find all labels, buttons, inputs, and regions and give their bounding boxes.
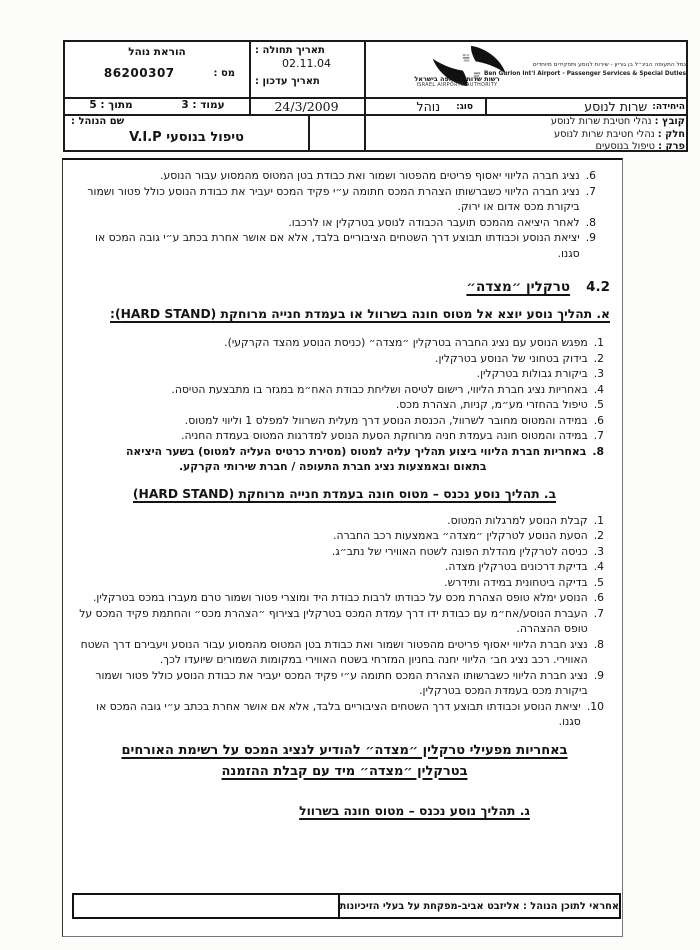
part-line: חלק : נהלי חטיבת שרות לנוסע [553, 128, 685, 140]
page-number: עמוד : 3 [181, 99, 225, 111]
unit-value: שרות לנוסע [584, 99, 648, 114]
update-date: 24/3/2009 [274, 99, 339, 114]
intro-list [87, 168, 610, 261]
list-item: 10. יציאת הנוסע וכבודתו תבוצע דרך השטחים הציבוריים בלבד, אלא אם אושר אחרת בכתב ע״י גובה המכס או סגנו. [96, 699, 604, 728]
file-part-chapter-cell [364, 116, 690, 152]
authority-name-en: ISRAEL AIRPORTS AUTHORITY [416, 83, 498, 88]
unit-cell [485, 99, 690, 114]
list-item: 2. הסעת הנוסע לטרקלין ״מצדה״ באמצעות רכב החברה. [333, 529, 604, 542]
list-item: 6. נציג חברה הליווי יאסוף פריטים מהפטור ושמור ואת כבודת בטן המטוס מהמסוע עבור הנוסע. [160, 169, 596, 182]
list-item: 1. קבלת הנוסע למרגלות המטוס. [447, 513, 604, 527]
subsection-b-heading: ב. תהליך נוסע נכנס – מטוס חונה בעמדת חנייה מרוחקת (HARD STAND) [132, 486, 557, 501]
list-a [79, 335, 610, 475]
doc-type-cell [364, 99, 485, 114]
dates-cell [249, 42, 364, 97]
list-item: 4. בדיקת דרכונים בטרקלין מצדה. [444, 560, 604, 573]
list-item: 7. נציג חברה הליווי כשברשותו הצהרת המכס חתומה ע״י פקיד המכס יעביר את כבודת הנוסע כולל פטור ושמור ביקורת מכס אדום או ירוק. [87, 184, 596, 213]
doc-type-value: נוהל [416, 99, 441, 114]
department-name-en: Ben Gurion Int'l Airport - Passenger Services & Special Duties [484, 71, 686, 77]
subsection-a-heading: א. תהליך נוסע יוצא אל מטוס חונה בשרוול או בעמדת חנייה מרוחקת (HARD STAND): [110, 307, 610, 321]
customs-notification-note [79, 740, 610, 782]
list-item: 6. במידה והמטוס מחובר לשרוול, הכנסת הנוסע דרך מעלית השרוול למפלס 1 וליווי למטוס. [184, 413, 604, 427]
list-item: 3. כניסה לטרקלין מהדלת הפונה לשטח האווירי של נתב״ג. [331, 544, 604, 558]
instructions-title: הוראת נוהל [128, 46, 186, 58]
list-item: 7. במידה והמטוס חונה בעמדת חניה מרוחקת הסעת הנוסע למדרגות המטוס בעמדת החניה. [181, 429, 604, 442]
list-b [79, 513, 610, 730]
list-item: 6. הנוסע ימלא טופס הצהרת מכס על כבודתו לרבות כבודת היד ומוצרי פטור ושמור טרם מעברו במכס בטרקלין. [92, 591, 604, 604]
authority-name-he: רשות שדות התעופה בישראל [414, 75, 500, 83]
number-label: מס : [213, 67, 235, 79]
footer-responsible: אחראי לתוכן הנוהל : אליזבט אביב-מפקחת על בעלי הזיכיונות [339, 900, 619, 912]
procedure-name-label: שם הנוהל : [71, 116, 125, 127]
page-indicator [65, 99, 249, 114]
header-table [63, 40, 688, 152]
procedure-instructions-cell [65, 42, 249, 97]
list-item: 8. לאחר היציאה מהמכס תועבר הכבודה לנוסע בטרקלין או לרכבו. [288, 215, 596, 229]
section-number: 4.2 [586, 279, 610, 295]
section-title: טרקלין ״מצדה״ [466, 279, 571, 295]
start-date: 02.11.04 [282, 57, 331, 70]
footer-box [72, 893, 621, 919]
procedure-name: טיפול בנוסעי V.I.P [129, 130, 244, 145]
start-date-label: תאריך תחולה : [255, 45, 325, 56]
procedure-name-cell [65, 116, 308, 152]
chapter-line: פרק : טיפול בנוסעים [595, 141, 685, 152]
unit-label: היחידה: [652, 101, 685, 112]
list-item: 9. נציג חברת הליווי כשברשותו הצהרת המכס חתומה ע״י פקיד המכס יעביר את כבודת הנוסע כולל פטור ושמור ביקורת מכס בעמדת המכס בטרקלין. [95, 668, 604, 697]
list-item: 5. בדיקה ביטחונית במידה ותידרש. [444, 575, 604, 589]
list-item: 9. יציאת הנוסע וכבודתו תבוצע דרך השטחים הציבוריים בלבד, אלא אם אושר אחרת בכתב ע״י גובה המכס או סגנו. [95, 231, 596, 260]
section-heading-4-2 [79, 279, 610, 295]
department-name-he: נמל התעופה הבינ״ל בן גוריון - שירות לנוסע ותפקידים מיוחדים [532, 62, 686, 68]
header-divider [308, 114, 310, 150]
file-line: קובץ : נהלי חטיבת שרות לנוסע [550, 116, 685, 127]
logo-cell [364, 42, 690, 97]
doc-type-label: סוג: [456, 101, 473, 112]
note-line-1: באחריות מפעילי טרקלין ״מצדה״ להודיע לנציג המכס על רשימת האורחים [121, 742, 568, 758]
list-item: 2. בידוק בטחוני של הנוסע בטרקלין. [435, 351, 604, 365]
footer-empty-cell [74, 895, 340, 917]
list-item-emphasized: 8. באחריות חברת הליווי ביצוע תהליך עליה למטוס (מסירת כרטיס העליה למטוס) בשער היציאה בתאום ובאמצעות נציג חברת התעופה / חברת שירותי הקרקע. [125, 444, 604, 473]
list-item: 7. העברת הנוסע/אח״מ עם כבודת ידו דרך עמדת המכס בטרקלין בצירוף ״הצהרת מכס״ והחתמת פקיד המכס על טופס ההצהרה. [79, 606, 604, 635]
department-name [484, 62, 686, 77]
note-line-2: בטרקלין ״מצדה״ מיד עם קבלת ההזמנה [221, 763, 468, 779]
list-item: 1. מפגש הנוסע עם נציג החברה בטרקלין ״מצדה״ (כניסת הנוסע מהצד הקרקעי). [224, 336, 604, 349]
list-item: 3. ביקורת גבולות בטרקלין. [476, 367, 604, 380]
list-item: 4. באחריות נציג חברת הליווי, רישום לטיסה ושליחת כבודת האח״מ במגזר בו מתבצעת הטיסה. [171, 382, 604, 396]
update-date-label: תאריך עדכון : [255, 76, 320, 87]
procedure-number: 86200307 [103, 66, 175, 80]
list-item: 8. נציג חברת הליווי יאסוף פריטים מהפטור ושמור ואת כבודת בטן המטוס מהמסוע עבור הנוסע ויעבירם דרך השטח האווירי. רכב נציג חב׳ הליווי יחנה בחניון המזרחי בשטח האווירי במקומות השמורים שיועדו לכך. [80, 637, 604, 666]
page-total: מתוך : 5 [89, 99, 133, 111]
list-item: 5. טיפול בהחזרי מע״מ, קניות, הצהרת מכס. [395, 398, 604, 411]
subsection-c-heading: ג. תהליך נוסע נכנס – מטוס חונה בשרוול [299, 803, 530, 818]
document-body [62, 158, 623, 937]
